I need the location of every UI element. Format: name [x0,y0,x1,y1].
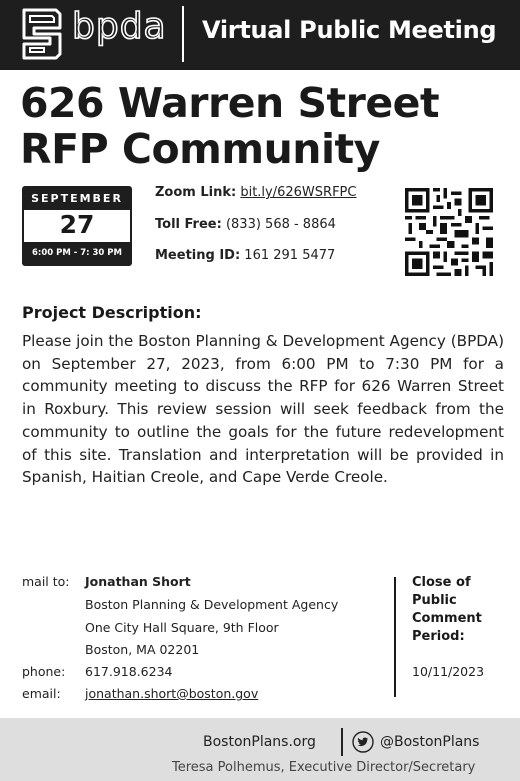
comment-period-title: Close of Public Comment Period: [412,575,482,644]
twitter-icon[interactable] [352,731,374,753]
event-title-line2: RFP Community [20,125,380,173]
description-body: Please join the Boston Planning & Development Agency (BPDA) on September 27, 2023, from 6:00 PM to 7:30 PM for a community meeting to discuss the RFP for 626 Warren Street in Roxbury. This review session will seek feedback from the community to outline the goals for the future redevelopment of this site. Translation and interpretation will be provided in Spanish, Haitian Creole, and Cape Verde Creole. [22,332,504,487]
meeting-id-row [155,248,335,263]
event-title [20,80,439,172]
contact-address2: Boston, MA 02201 [85,642,200,657]
date-month: SEPTEMBER [31,192,123,205]
date-badge [22,186,132,266]
contact-name: Jonathan Short [85,574,191,589]
toll-free-label: Toll Free: [155,217,222,232]
date-time: 6:00 PM - 7: 30 PM [32,248,122,258]
contact-email[interactable]: jonathan.short@boston.gov [85,686,259,701]
bpda-logo-text: bpda [72,6,167,47]
contact-org: Boston Planning & Development Agency [85,597,339,612]
footer-site-link[interactable]: BostonPlans.org [203,734,316,750]
footer [0,718,520,781]
contact-address1: One City Hall Square, 9th Floor [85,620,279,635]
zoom-row [155,185,356,200]
toll-free-number: (833) 568 - 8864 [225,217,336,232]
meeting-id-label: Meeting ID: [155,248,241,263]
date-day: 27 [24,210,130,242]
contact-phone: 617.918.6234 [85,664,173,679]
bpda-logo-icon [20,6,64,62]
event-title-line1: 626 Warren Street [20,79,440,127]
description-heading: Project Description: [22,303,202,322]
phone-label: phone: [22,664,66,679]
footer-twitter-handle[interactable]: @BostonPlans [380,734,480,750]
toll-free-row [155,217,336,232]
header-title: Virtual Public Meeting [202,16,497,44]
contact-divider [394,577,396,697]
footer-executive: Teresa Polhemus, Executive Director/Secretary [172,760,476,775]
zoom-link[interactable]: bit.ly/626WSRFPC [240,185,357,200]
zoom-label: Zoom Link: [155,185,237,200]
qr-code-icon[interactable] [405,188,493,276]
mail-label: mail to: [22,574,70,589]
footer-divider [341,728,343,756]
email-label: email: [22,686,61,701]
header-divider [182,6,184,62]
meeting-id-value: 161 291 5477 [244,248,336,263]
comment-period-date: 10/11/2023 [412,664,485,679]
header-bar [0,0,520,70]
